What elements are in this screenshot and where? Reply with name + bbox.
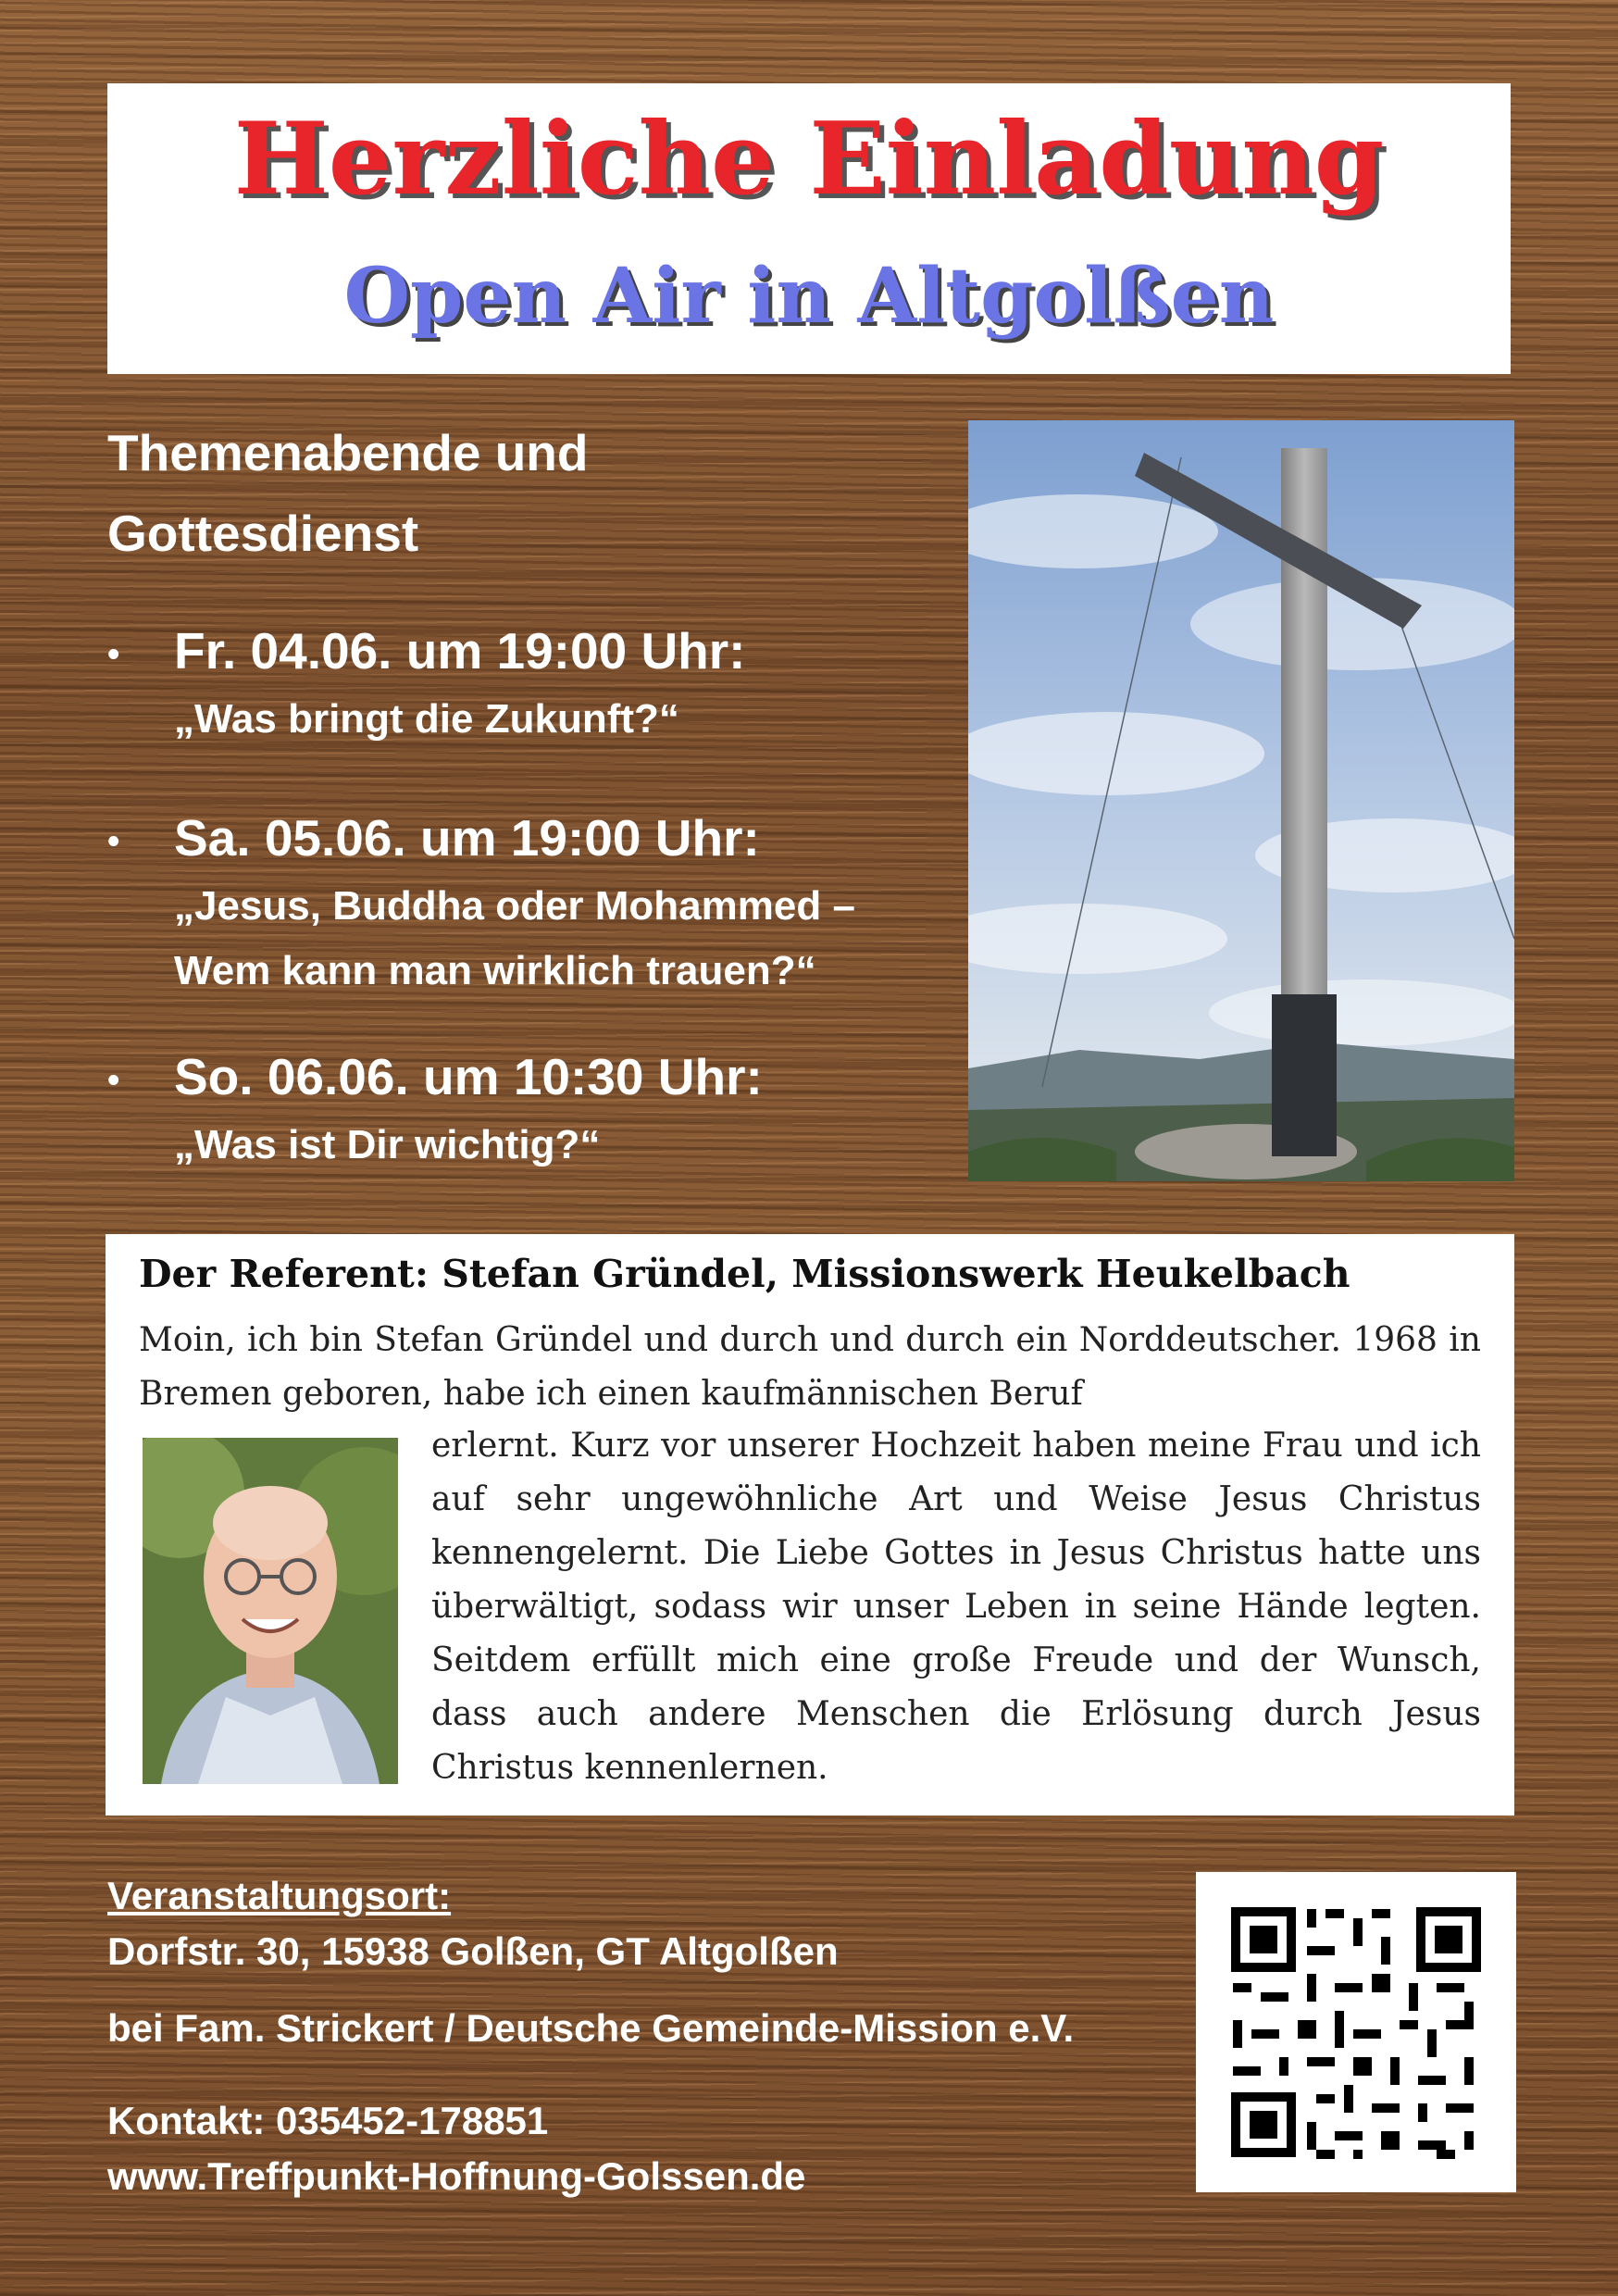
- poster-subtitle: Open Air in Altgolßen: [343, 252, 1275, 341]
- speaker-section: [106, 1234, 1514, 1816]
- venue-address: Dorfstr. 30, 15938 Golßen, GT Altgolßen: [107, 1929, 839, 1973]
- event-topic-line2: Wem kann man wirklich trauen?“: [174, 948, 816, 994]
- intro-heading: [107, 413, 940, 574]
- event-topic-line1: „Jesus, Buddha oder Mohammed –: [174, 883, 855, 930]
- event-date: So. 06.06. um 10:30 Uhr:: [174, 1048, 763, 1105]
- intro-heading-line2: Gottesdienst: [107, 505, 419, 562]
- event-topic: „Was ist Dir wichtig?“: [174, 1122, 601, 1168]
- event-item-3: [107, 1044, 987, 1178]
- bullet-icon: •: [107, 635, 120, 675]
- bullet-icon: •: [107, 822, 120, 862]
- speaker-bio-continued: erlernt. Kurz vor unserer Hochzeit haben meine Frau und ich auf sehr ungewöhnliche Art und Weise Jesus Christus kennengelernt. Die Liebe Gottes in Jesus Christus hatte uns überwältigt, sodass wir unser Leben in seine Hände legten. Seitdem erfüllt mich eine große Freude und der Wunsch, dass auch andere Menschen die Erlösung durch Jesus Christus kennenlernen.: [431, 1427, 1481, 1787]
- bullet-icon: •: [107, 1061, 120, 1101]
- venue-host: bei Fam. Strickert / Deutsche Gemeinde-Mission e.V.: [107, 2006, 1075, 2050]
- speaker-portrait: [143, 1438, 398, 1784]
- header-banner: [107, 83, 1511, 374]
- venue-label: Veranstaltungsort:: [107, 1874, 452, 1917]
- contact-phone: Kontakt: 035452-178851: [107, 2099, 549, 2142]
- speaker-bio-intro: Moin, ich bin Stefan Gründel und durch und durch ein Norddeutscher. 1968 in Bremen geboren, habe ich einen kaufmännischen Beruf: [139, 1321, 1481, 1413]
- event-date: Fr. 04.06. um 19:00 Uhr:: [174, 622, 746, 680]
- website-link[interactable]: www.Treffpunkt-Hoffnung-Golssen.de: [107, 2154, 806, 2198]
- summit-cross-photo: [968, 420, 1514, 1181]
- event-item-1: [107, 618, 987, 752]
- event-date: Sa. 05.06. um 19:00 Uhr:: [174, 809, 760, 867]
- event-topic: „Was bringt die Zukunft?“: [174, 696, 679, 742]
- speaker-heading: Der Referent: Stefan Gründel, Missionswerk Heukelbach: [139, 1252, 1350, 1296]
- intro-heading-line1: Themenabende und: [107, 424, 589, 481]
- event-item-2: [107, 805, 987, 1004]
- poster-title: Herzliche Einladung: [233, 101, 1385, 218]
- qr-code[interactable]: [1196, 1872, 1516, 2192]
